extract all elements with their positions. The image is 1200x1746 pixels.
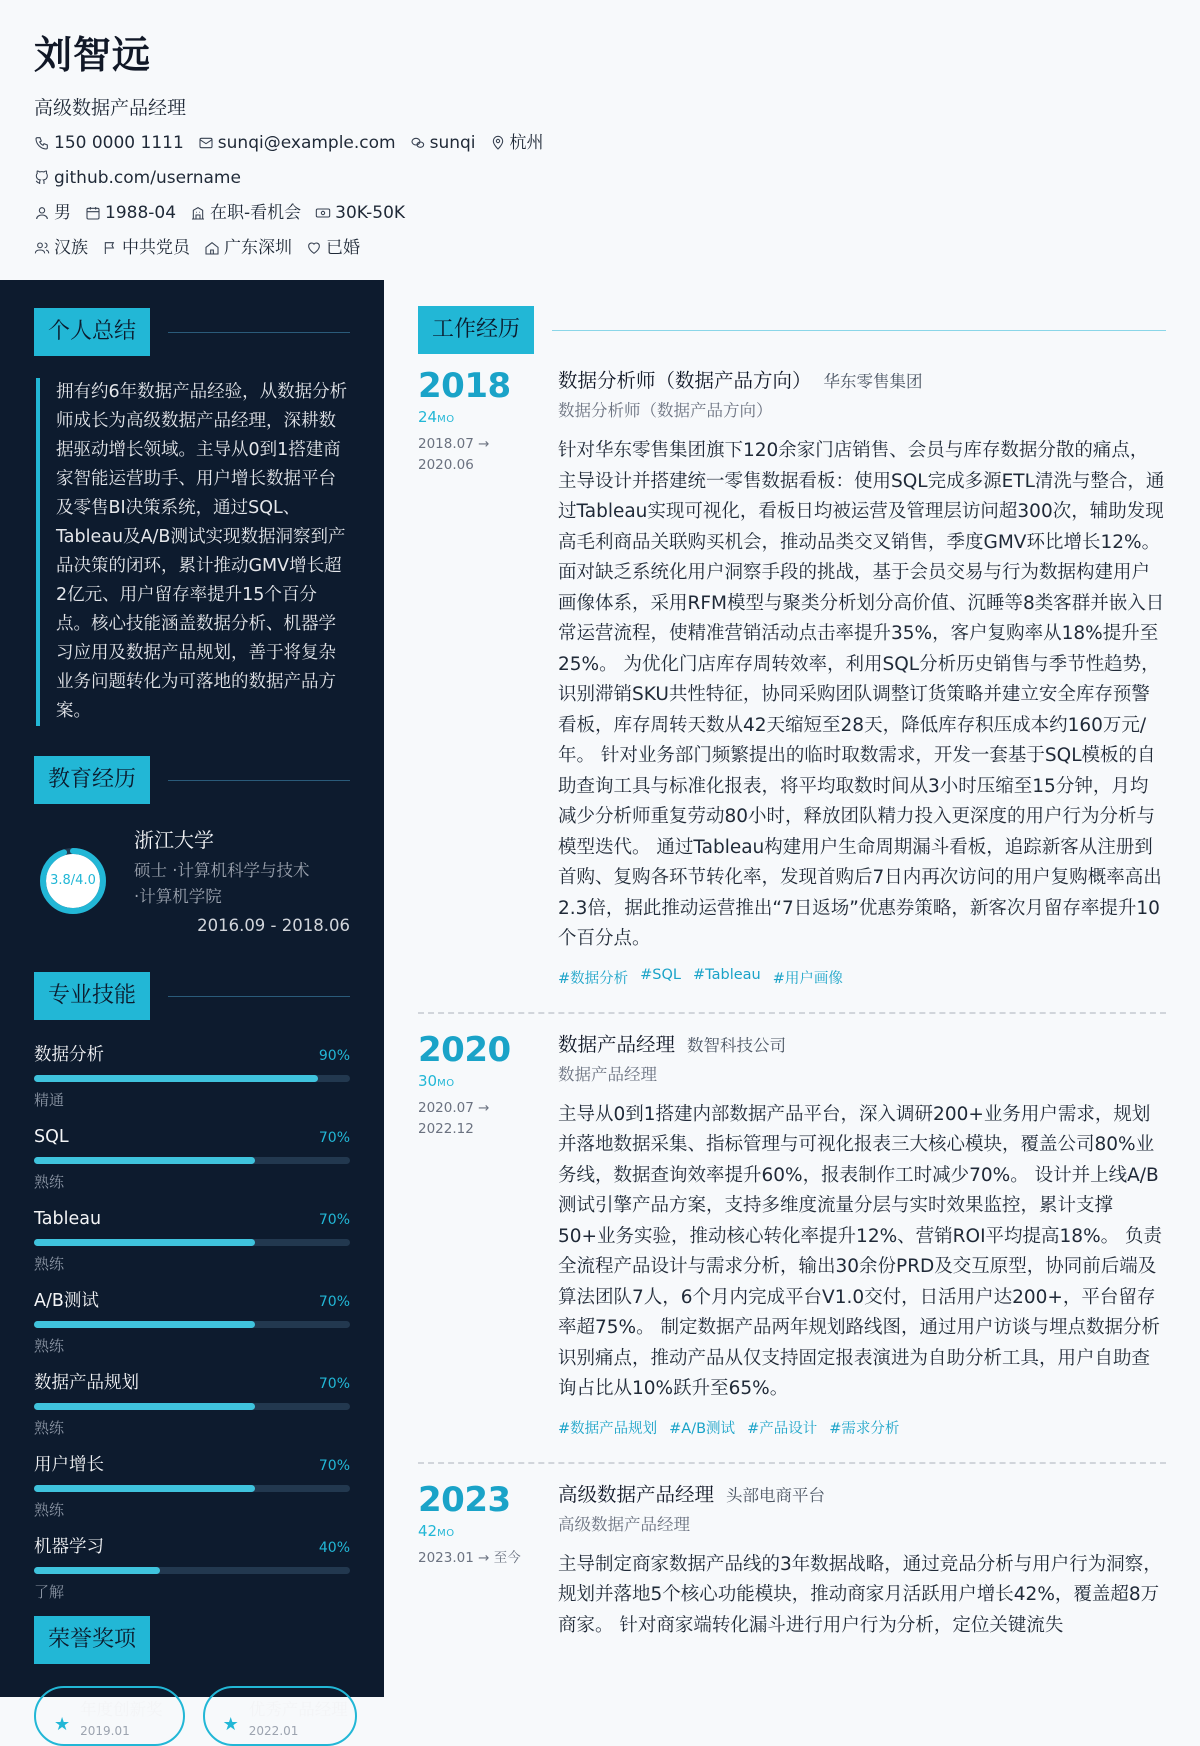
candidate-name: 刘智远 — [34, 33, 152, 77]
birth-item — [85, 200, 176, 226]
job-start-date: 2023.01 → 至今 — [418, 1549, 521, 1566]
resume-header — [0, 0, 1200, 280]
skill-item — [34, 1534, 350, 1602]
building-icon — [190, 205, 206, 221]
job-role: 高级数据产品经理 — [558, 1482, 715, 1506]
job-tag[interactable]: #需求分析 — [829, 1420, 900, 1437]
job-subtitle: 数据分析师（数据产品方向） — [558, 401, 773, 420]
summary-section-header — [34, 308, 350, 356]
job-company: 数智科技公司 — [687, 1035, 787, 1055]
skill-header — [34, 1124, 350, 1150]
salary-text: 30K-50K — [335, 203, 406, 223]
job-tags — [558, 1417, 1166, 1438]
job-header — [558, 1030, 1166, 1060]
skill-item — [34, 1042, 350, 1110]
job-subtitle: 高级数据产品经理 — [558, 1514, 690, 1534]
job-end-date: 2020.06 — [418, 457, 474, 473]
work-section-title: 工作经历 — [418, 306, 534, 354]
skill-bar-fill — [34, 1403, 255, 1410]
skill-percent: 70% — [318, 1212, 350, 1228]
skill-bar-track — [34, 1485, 350, 1492]
job-duration-value: 30 — [418, 1071, 438, 1090]
job-details — [558, 366, 1166, 988]
honor-name: 优秀产品经理 — [248, 1700, 348, 1719]
users-icon — [34, 240, 50, 256]
section-divider — [168, 332, 350, 333]
job-company: 华东零售集团 — [823, 372, 923, 391]
job-year: 2018 — [418, 366, 511, 406]
job-company: 头部电商平台 — [726, 1485, 826, 1505]
skill-item — [34, 1288, 350, 1356]
skill-bar-track — [34, 1321, 350, 1328]
summary-section-title: 个人总结 — [34, 308, 150, 356]
skill-header — [34, 1534, 350, 1560]
candidate-title: 高级数据产品经理 — [34, 97, 187, 119]
job-year: 2020 — [418, 1029, 511, 1070]
skill-bar-fill — [34, 1321, 255, 1328]
job-entry — [418, 366, 1166, 1012]
honors-section-title: 荣誉奖项 — [34, 1616, 150, 1664]
job-header — [558, 1480, 1166, 1510]
education-section-title: 教育经历 — [34, 756, 150, 804]
job-tag[interactable]: #用户画像 — [772, 970, 843, 987]
skill-level: 熟练 — [34, 1419, 65, 1437]
political-text: 中共党员 — [122, 238, 190, 258]
job-header — [558, 366, 1166, 396]
skill-header — [34, 1452, 350, 1478]
job-role: 数据分析师（数据产品方向） — [558, 369, 812, 392]
honor-badge — [34, 1686, 185, 1746]
github-icon — [34, 170, 50, 186]
job-duration-unit: MO — [437, 1077, 455, 1089]
skill-percent: 40% — [318, 1540, 350, 1556]
job-tags — [558, 967, 1166, 988]
job-tag[interactable]: #数据分析 — [558, 970, 629, 987]
wechat-icon — [410, 135, 426, 151]
honors-list — [34, 1686, 350, 1746]
birth-text: 1988-04 — [105, 203, 177, 223]
job-details — [558, 1480, 1166, 1642]
personal-row-2 — [34, 235, 1166, 261]
skill-bar-fill — [34, 1157, 255, 1164]
job-duration — [418, 1522, 558, 1540]
skill-bar-track — [34, 1567, 350, 1574]
job-role: 数据产品经理 — [558, 1032, 676, 1056]
degree-major: 硕士 ·计算机科学与技术 — [134, 861, 310, 880]
job-duration — [418, 408, 558, 426]
skill-name: 用户增长 — [34, 1455, 104, 1475]
job-dates — [418, 434, 558, 476]
gpa-ring — [38, 846, 108, 916]
city-text: 杭州 — [509, 133, 544, 153]
skill-name: 机器学习 — [34, 1537, 104, 1557]
job-duration-unit: MO — [437, 1527, 455, 1539]
skill-percent: 90% — [318, 1048, 350, 1064]
calendar-icon — [85, 205, 101, 221]
job-duration — [418, 1072, 558, 1090]
work-section-header — [418, 306, 1166, 354]
skills-section-title: 专业技能 — [34, 972, 150, 1020]
job-entry — [418, 1012, 1166, 1462]
skill-bar-track — [34, 1239, 350, 1246]
home-icon — [204, 240, 220, 256]
github-row — [34, 165, 1166, 191]
job-duration-value: 24 — [418, 408, 438, 426]
section-divider — [168, 780, 350, 781]
sidebar — [0, 280, 384, 1738]
education-entry — [34, 826, 350, 938]
job-end-date: 2022.12 — [418, 1120, 474, 1137]
gender-text: 男 — [54, 203, 71, 223]
job-description: 针对华东零售集团旗下120余家门店销售、会员与库存数据分散的痛点，主导设计并搭建统一零售数据看板：使用SQL完成多源ETL清洗与整合，通过Tableau实现可视化，看板日均被运营及管理层访问超300次，辅助发现高毛利商品关联购买机会，推动品类交叉销售，季度GMV环比增长12%。 面对缺乏系统化用户洞察手段的挑战，基于会员交易与行为数据构建用户画像体系，采用RFM模型与聚类分析划分高价值、沉睡等8类客群并嵌入日常运营流程，使精准营销活动点击率提升35%，客户复购率从18%提升至25%。 为优化门店库存周转效率，利用SQL分析历史销售与季节性趋势，识别滞销SKU共性特征，协同采购团队调整订货策略并建立安全库存预警看板，库存周转天数从42天缩短至28天，降低库存积压成本约160万元/年。 针对业务部门频繁提出的临时取数需求，开发一套基于SQL模板的自助查询工具与标准化报表，将平均取数时间从3小时压缩至15分钟，月均减少分析师重复劳动80小时，释放团队精力投入更深度的用户行为分析与模型迭代。 通过Tableau构建用户生命周期漏斗看板，追踪新客从注册到首购、复购各环节转化率，发现首购后7日内再次访问的用户复购概率高出2.3倍，据此推动运营推出“7日返场”优惠券策略，新客次月留存率提升10个百分点。 — [558, 440, 1165, 949]
skill-name: Tableau — [34, 1209, 102, 1229]
skill-item — [34, 1370, 350, 1438]
political-item — [102, 235, 190, 261]
job-duration-unit: MO — [437, 414, 455, 425]
city-item — [490, 130, 544, 156]
job-tag[interactable]: #产品设计 — [747, 1420, 818, 1437]
user-icon — [34, 205, 50, 221]
job-tag[interactable]: #SQL — [640, 966, 682, 983]
skill-bar-fill — [34, 1485, 255, 1492]
status-item — [190, 200, 301, 226]
skill-header — [34, 1370, 350, 1396]
skill-level: 熟练 — [34, 1255, 65, 1273]
skill-bar-fill — [34, 1075, 318, 1082]
job-duration-value: 42 — [418, 1521, 438, 1540]
mail-icon — [198, 135, 214, 151]
job-start-date: 2018.07 → — [418, 436, 490, 452]
job-dates — [418, 1548, 558, 1569]
email-text: sunqi@example.com — [217, 133, 396, 153]
email-item[interactable] — [198, 130, 396, 156]
skill-name: 数据产品规划 — [34, 1373, 139, 1393]
skill-level: 了解 — [34, 1583, 65, 1601]
job-start-date: 2020.07 → — [418, 1099, 490, 1116]
honors-section-header — [34, 1616, 350, 1664]
degree-college: ·计算机学院 — [134, 887, 222, 906]
skill-bar-fill — [34, 1567, 160, 1574]
skill-bar-track — [34, 1157, 350, 1164]
skill-header — [34, 1288, 350, 1314]
hometown-text: 广东深圳 — [224, 238, 292, 258]
main-content — [418, 306, 1166, 1697]
wechat-item — [410, 130, 476, 156]
skill-name: 数据分析 — [34, 1045, 104, 1065]
job-timeline — [418, 1030, 558, 1438]
skill-bar-track — [34, 1075, 350, 1082]
heart-icon — [306, 240, 322, 256]
job-tag[interactable]: #数据产品规划 — [558, 1420, 658, 1437]
phone-item[interactable] — [34, 130, 184, 156]
github-item[interactable] — [34, 165, 241, 191]
money-icon — [315, 205, 331, 221]
skills-list — [34, 1042, 350, 1602]
star-icon: ★ — [222, 1714, 239, 1735]
skill-level: 熟练 — [34, 1173, 65, 1191]
honor-date: 2019.01 — [80, 1724, 130, 1738]
skill-percent: 70% — [318, 1458, 350, 1474]
job-year: 2023 — [418, 1479, 511, 1520]
job-description: 主导从0到1搭建内部数据产品平台，深入调研200+业务用户需求，规划并落地数据采集、指标管理与可视化报表三大核心模块，覆盖公司80%业务线，数据查询效率提升60%，报表制作工时减少70%。 设计并上线A/B测试引擎产品方案，支持多维度流量分层与实时效果监控，累计支撑50+业务实验，推动核心转化率提升12%、营销ROI平均提高18%。 负责全流程产品设计与需求分析，输出30余份PRD及交互原型，协同前后端及算法团队7人，6个月内完成平台V1.0交付，日活用户达200+，平台留存率超75%。 制定数据产品两年规划路线图，通过用户访谈与埋点数据分析识别痛点，推动产品从仅支持固定报表演进为自助分析工具，用户自助查询占比从10%跃升至65%。 — [558, 1103, 1163, 1399]
skill-percent: 70% — [318, 1130, 350, 1146]
skill-level: 熟练 — [34, 1337, 65, 1355]
marital-text: 已婚 — [326, 238, 360, 258]
skill-bar-track — [34, 1403, 350, 1410]
job-subtitle: 数据产品经理 — [558, 1064, 657, 1084]
job-tag[interactable]: #Tableau — [693, 966, 761, 983]
location-pin-icon — [490, 135, 506, 151]
hometown-item — [204, 235, 292, 261]
education-dates: 2016.09 - 2018.06 — [197, 916, 350, 935]
skill-level: 精通 — [34, 1091, 65, 1109]
skill-item — [34, 1124, 350, 1192]
marital-item — [306, 235, 360, 261]
skill-item — [34, 1452, 350, 1520]
skill-name: SQL — [34, 1127, 69, 1147]
skill-header — [34, 1206, 350, 1232]
education-section-header — [34, 756, 350, 804]
skill-percent: 70% — [318, 1294, 350, 1310]
phone-icon — [34, 135, 50, 151]
school-name: 浙江大学 — [134, 828, 214, 852]
job-timeline — [418, 1480, 558, 1642]
salary-item — [315, 200, 405, 226]
skill-bar-fill — [34, 1239, 255, 1246]
skill-level: 熟练 — [34, 1501, 65, 1519]
skill-header — [34, 1042, 350, 1068]
honor-date: 2022.01 — [248, 1724, 299, 1738]
section-divider — [552, 330, 1166, 331]
job-tag[interactable]: #A/B测试 — [669, 1420, 736, 1437]
honor-name: 年度创新奖 — [80, 1700, 163, 1719]
ethnicity-item — [34, 235, 88, 261]
flag-icon — [102, 240, 118, 256]
honor-badge — [203, 1686, 357, 1746]
contact-row — [34, 130, 1166, 156]
section-divider — [168, 996, 350, 997]
skill-name: A/B测试 — [34, 1291, 99, 1311]
ethnicity-text: 汉族 — [54, 238, 88, 258]
job-dates — [418, 1098, 558, 1140]
gender-item — [34, 200, 71, 226]
skills-section-header — [34, 972, 350, 1020]
skill-item — [34, 1206, 350, 1274]
github-text: github.com/username — [54, 168, 241, 188]
star-icon: ★ — [54, 1714, 71, 1735]
skill-percent: 70% — [318, 1376, 350, 1392]
job-entry — [418, 1462, 1166, 1666]
job-details — [558, 1030, 1166, 1438]
summary-text: 拥有约6年数据产品经验，从数据分析师成长为高级数据产品经理，深耕数据驱动增长领域。主导从0到1搭建商家智能运营助手、用户增长数据平台及零售BI决策系统，通过SQL、Tableau及A/B测试实现数据洞察到产品决策的闭环，累计推动GMV增长超2亿元、用户留存率提升15个百分点。核心技能涵盖数据分析、机器学习应用及数据产品规划，善于将复杂业务问题转化为可落地的数据产品方案。 — [36, 378, 350, 726]
wechat-text: sunqi — [429, 133, 476, 153]
gpa-text: 3.8/4.0 — [50, 873, 96, 888]
phone-text: 150 0000 1111 — [54, 133, 184, 153]
job-timeline — [418, 366, 558, 988]
personal-row-1 — [34, 200, 1166, 226]
job-description: 主导制定商家数据产品线的3年数据战略，通过竞品分析与用户行为洞察，规划并落地5个核心功能模块，推动商家月活跃用户增长42%，覆盖超8万商家。 针对商家端转化漏斗进行用户行为分析，定位关键流失 — [558, 1553, 1162, 1636]
jobs-list — [418, 366, 1166, 1665]
status-text: 在职-看机会 — [210, 203, 302, 223]
